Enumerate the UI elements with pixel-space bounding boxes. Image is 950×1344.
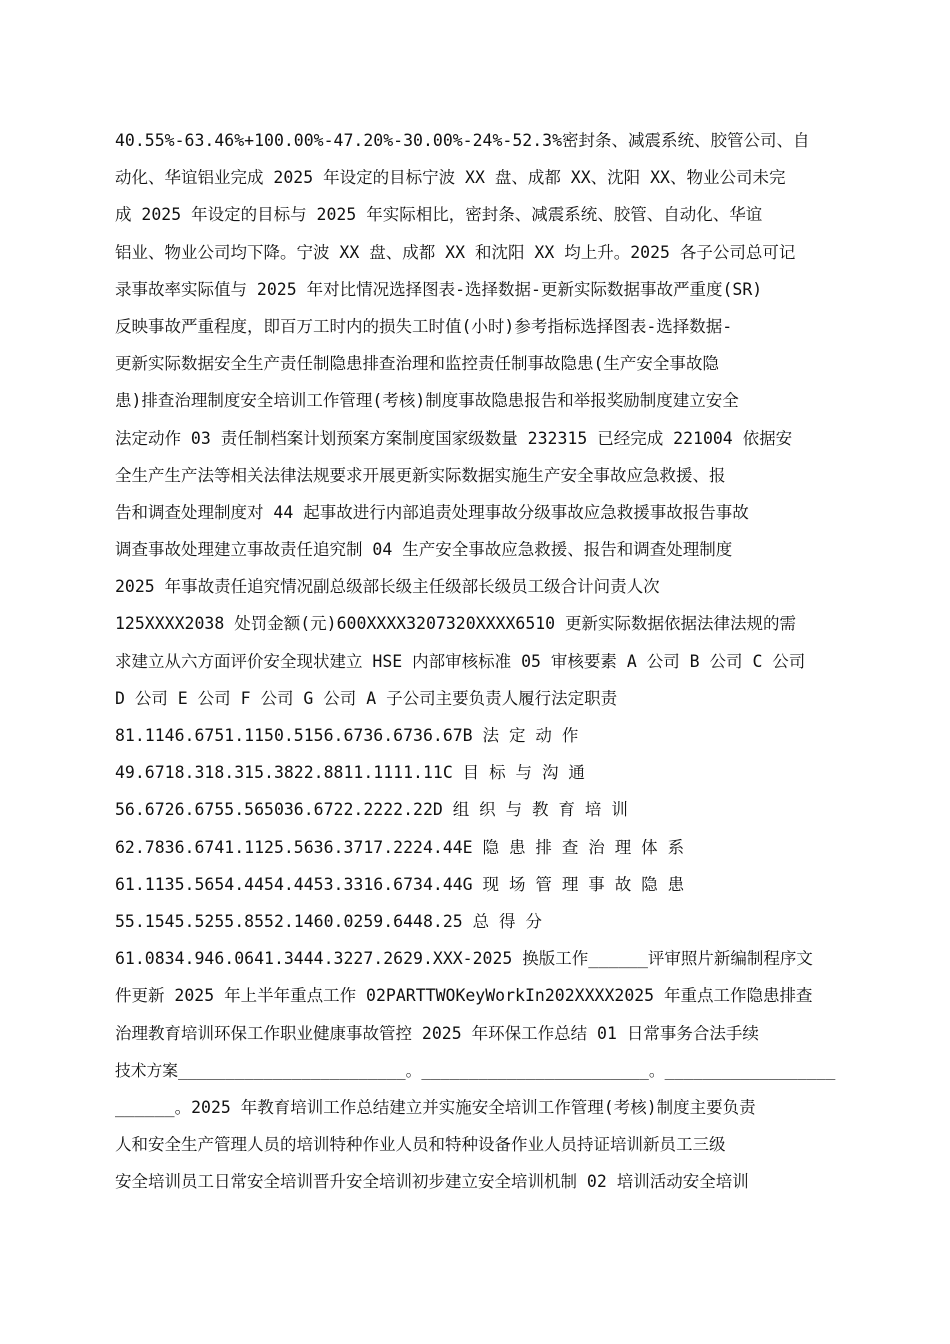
text-line: 56.6726.6755.565036.6722.2222.22D 组 织 与 教 育 培 训 <box>115 800 628 820</box>
text-line: 2025 年事故责任追究情况副总级部长级主任级部长级员工级合计问责人次 <box>115 577 660 597</box>
text-line: 人和安全生产管理人员的培训特种作业人员和特种设备作业人员持证培训新员工三级 <box>115 1135 726 1155</box>
text-line: 61.0834.946.0641.3444.3227.2629.XXX-2025 换版工作______评审照片新编制程序文 <box>115 949 813 969</box>
text-line: 40.55%-63.46%+100.00%-47.20%-30.00%-24%-52.3%密封条、减震系统、胶管公司、自 <box>115 131 810 150</box>
text-line: 动化、华谊铝业完成 2025 年设定的目标宁波 XX 盘、成都 XX、沈阳 XX、物业公司未完 <box>115 168 786 188</box>
text-line: 反映事故严重程度，即百万工时内的损失工时值(小时)参考指标选择图表-选择数据- <box>115 316 733 336</box>
text-line: 技术方案________________________。________________________。__________________ <box>115 1060 836 1080</box>
text-line: 录事故率实际值与 2025 年对比情况选择图表-选择数据-更新实际数据事故严重度(SR) <box>115 279 763 299</box>
text-line: 全生产生产法等相关法律法规要求开展更新实际数据实施生产安全事故应急救援、报 <box>115 465 726 485</box>
text-line: 调查事故处理建立事故责任追究制 04 生产安全事故应急救援、报告和调查处理制度 <box>115 540 733 560</box>
text-line: ______。2025 年教育培训工作总结建立并实施安全培训工作管理(考核)制度主要负责 <box>115 1097 756 1117</box>
text-line: 求建立从六方面评价安全现状建立 HSE 内部审核标准 05 审核要素 A 公司 B 公司 C 公司 <box>115 651 806 671</box>
text-line: 55.1545.5255.8552.1460.0259.6448.25 总 得 分 <box>115 911 542 931</box>
text-line: 安全培训员工日常安全培训晋升安全培训初步建立安全培训机制 02 培训活动安全培训 <box>115 1172 749 1192</box>
text-line: 成 2025 年设定的目标与 2025 年实际相比，密封条、减震系统、胶管、自动化、华谊 <box>115 205 763 225</box>
text-line: 62.7836.6741.1125.5636.3717.2224.44E 隐 患 排 查 治 理 体 系 <box>115 837 685 857</box>
text-line: 法定动作 03 责任制档案计划预案方案制度国家级数量 232315 已经完成 221004 依据安 <box>115 428 793 448</box>
text-line: 61.1135.5654.4454.4453.3316.6734.44G 现 场 管 理 事 故 隐 患 <box>115 874 685 894</box>
text-line: 81.1146.6751.1150.5156.6736.6736.67B 法 定 动 作 <box>115 726 579 745</box>
text-line: 更新实际数据安全生产责任制隐患排查治理和监控责任制事故隐患(生产安全事故隐 <box>115 354 719 374</box>
text-line: 告和调查处理制度对 44 起事故进行内部追责处理事故分级事故应急救援事故报告事故 <box>115 502 749 522</box>
text-line: D 公司 E 公司 F 公司 G 公司 A 子公司主要负责人履行法定职责 <box>115 688 618 708</box>
text-line: 患)排查治理制度安全培训工作管理(考核)制度事故隐患报告和举报奖励制度建立安全 <box>115 391 739 411</box>
text-line: 49.6718.318.315.3822.8811.1111.11C 目 标 与 沟 通 <box>115 763 585 783</box>
text-line: 125XXXX2038 处罚金额(元)600XXXX3207320XXXX6510 更新实际数据依据法律法规的需 <box>115 614 797 634</box>
document-body <box>115 122 837 1200</box>
text-line: 治理教育培训环保工作职业健康事故管控 2025 年环保工作总结 01 日常事务合法手续 <box>115 1023 759 1043</box>
text-line: 件更新 2025 年上半年重点工作 02PARTTWOKeyWorkIn202XXXX2025 年重点工作隐患排查 <box>115 986 813 1006</box>
text-line: 铝业、物业公司均下降。宁波 XX 盘、成都 XX 和沈阳 XX 均上升。2025 各子公司总可记 <box>115 242 796 262</box>
